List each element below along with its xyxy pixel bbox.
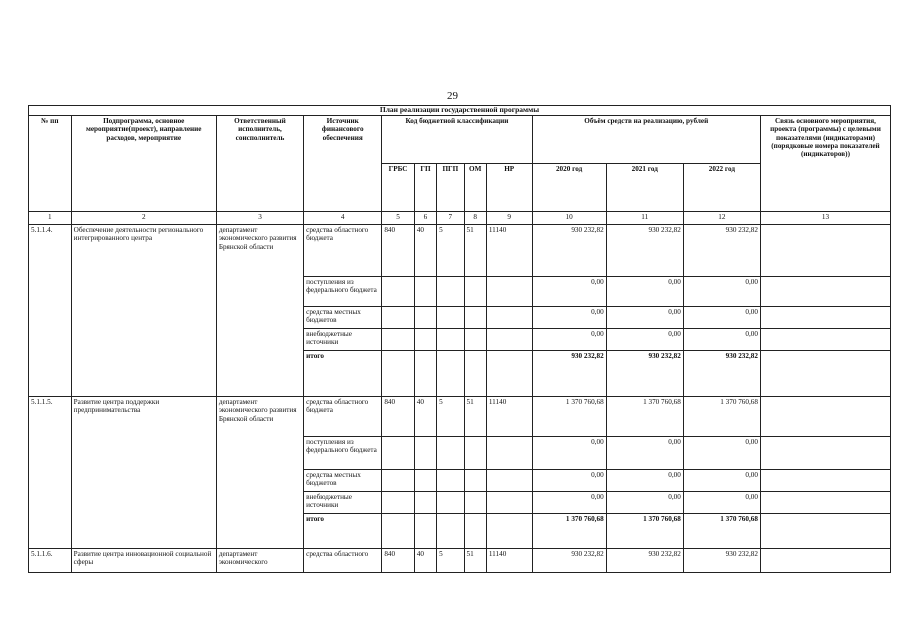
code-nr <box>486 351 532 397</box>
amount-2021: 0,00 <box>606 437 683 470</box>
amount-2021: 0,00 <box>606 470 683 492</box>
indicator-link <box>760 225 890 277</box>
header-gp: ГП <box>414 164 436 212</box>
funding-source: средства местных бюджетов <box>304 307 382 329</box>
amount-2020: 930 232,82 <box>532 225 606 277</box>
plan-table <box>28 105 891 573</box>
code-grbs: 840 <box>382 549 414 573</box>
code-om <box>464 329 486 351</box>
item-executor: департамент экономического развития Брянской области <box>216 225 303 397</box>
funding-source: средства местных бюджетов <box>304 470 382 492</box>
amount-2022: 0,00 <box>683 470 760 492</box>
code-grbs <box>382 329 414 351</box>
code-gp <box>414 329 436 351</box>
code-pgp: 5 <box>437 225 464 277</box>
amount-2022: 1 370 760,68 <box>683 397 760 437</box>
table-title: План реализации государственной программы <box>29 106 891 116</box>
page-number: 29 <box>447 90 458 102</box>
code-nr: 11140 <box>486 549 532 573</box>
item-name: Развитие центра инновационной социальной сферы <box>71 549 216 573</box>
col-number: 10 <box>532 212 606 225</box>
col-number: 11 <box>606 212 683 225</box>
amount-2020: 0,00 <box>532 470 606 492</box>
header-executor: Ответственный исполнитель, соисполнитель <box>216 116 303 212</box>
code-pgp <box>437 470 464 492</box>
code-nr <box>486 277 532 307</box>
code-grbs <box>382 351 414 397</box>
code-grbs <box>382 514 414 549</box>
code-gp: 40 <box>414 397 436 437</box>
amount-2022: 930 232,82 <box>683 351 760 397</box>
code-pgp <box>437 307 464 329</box>
code-gp <box>414 307 436 329</box>
funding-source: итого <box>304 351 382 397</box>
col-number: 4 <box>304 212 382 225</box>
code-om: 51 <box>464 225 486 277</box>
code-nr: 11140 <box>486 225 532 277</box>
indicator-link <box>760 307 890 329</box>
code-om: 51 <box>464 549 486 573</box>
amount-2021: 930 232,82 <box>606 351 683 397</box>
code-om <box>464 351 486 397</box>
code-gp <box>414 514 436 549</box>
table-row <box>29 397 891 437</box>
amount-2021: 930 232,82 <box>606 549 683 573</box>
code-grbs <box>382 470 414 492</box>
code-gp <box>414 470 436 492</box>
col-number: 6 <box>414 212 436 225</box>
item-number: 5.1.1.6. <box>29 549 72 573</box>
code-pgp <box>437 351 464 397</box>
indicator-link <box>760 549 890 573</box>
code-nr <box>486 492 532 514</box>
item-number: 5.1.1.5. <box>29 397 72 549</box>
amount-2022: 0,00 <box>683 277 760 307</box>
indicator-link <box>760 277 890 307</box>
item-number: 5.1.1.4. <box>29 225 72 397</box>
funding-source: внебюджетные источники <box>304 492 382 514</box>
header-grbs: ГРБС <box>382 164 414 212</box>
amount-2020: 0,00 <box>532 437 606 470</box>
code-om <box>464 492 486 514</box>
amount-2021: 0,00 <box>606 329 683 351</box>
amount-2021: 930 232,82 <box>606 225 683 277</box>
amount-2020: 0,00 <box>532 277 606 307</box>
col-number: 13 <box>760 212 890 225</box>
col-number: 5 <box>382 212 414 225</box>
indicator-link <box>760 397 890 437</box>
amount-2022: 0,00 <box>683 492 760 514</box>
header-pgp: ПГП <box>437 164 464 212</box>
code-gp <box>414 351 436 397</box>
amount-2020: 1 370 760,68 <box>532 514 606 549</box>
code-gp: 40 <box>414 549 436 573</box>
code-pgp: 5 <box>437 549 464 573</box>
amount-2022: 0,00 <box>683 329 760 351</box>
amount-2022: 0,00 <box>683 437 760 470</box>
item-executor: департамент экономического развития Брянской области <box>216 397 303 549</box>
col-number: 9 <box>486 212 532 225</box>
header-source: Источник финансового обеспечения <box>304 116 382 212</box>
indicator-link <box>760 351 890 397</box>
funding-source: внебюджетные источники <box>304 329 382 351</box>
amount-2021: 1 370 760,68 <box>606 397 683 437</box>
code-pgp: 5 <box>437 397 464 437</box>
indicator-link <box>760 492 890 514</box>
amount-2020: 930 232,82 <box>532 549 606 573</box>
code-pgp <box>437 514 464 549</box>
header-num: № пп <box>29 116 72 212</box>
col-number: 7 <box>437 212 464 225</box>
item-name: Обеспечение деятельности регионального интегрированного центра <box>71 225 216 397</box>
amount-2020: 0,00 <box>532 329 606 351</box>
funding-source: поступления из федерального бюджета <box>304 277 382 307</box>
amount-2022: 930 232,82 <box>683 549 760 573</box>
indicator-link <box>760 437 890 470</box>
code-grbs: 840 <box>382 397 414 437</box>
code-gp: 40 <box>414 225 436 277</box>
col-number: 1 <box>29 212 72 225</box>
header-2021: 2021 год <box>606 164 683 212</box>
code-om <box>464 277 486 307</box>
amount-2022: 930 232,82 <box>683 225 760 277</box>
header-2020: 2020 год <box>532 164 606 212</box>
col-number: 3 <box>216 212 303 225</box>
code-nr <box>486 437 532 470</box>
funding-source: поступления из федерального бюджета <box>304 437 382 470</box>
col-number: 8 <box>464 212 486 225</box>
code-om <box>464 514 486 549</box>
header-budget-code: Код бюджетной классификации <box>382 116 532 164</box>
indicator-link <box>760 470 890 492</box>
funding-source: средства областного <box>304 549 382 573</box>
code-grbs <box>382 277 414 307</box>
amount-2021: 1 370 760,68 <box>606 514 683 549</box>
indicator-link <box>760 514 890 549</box>
header-2022: 2022 год <box>683 164 760 212</box>
code-om: 51 <box>464 397 486 437</box>
code-grbs <box>382 307 414 329</box>
code-nr: 11140 <box>486 397 532 437</box>
code-pgp <box>437 329 464 351</box>
code-nr <box>486 307 532 329</box>
code-grbs <box>382 492 414 514</box>
amount-2022: 0,00 <box>683 307 760 329</box>
header-subprogram: Подпрограмма, основное мероприятие(проект), направление расходов, мероприятие <box>71 116 216 212</box>
code-om <box>464 437 486 470</box>
code-pgp <box>437 437 464 470</box>
amount-2020: 930 232,82 <box>532 351 606 397</box>
funding-source: итого <box>304 514 382 549</box>
amount-2022: 1 370 760,68 <box>683 514 760 549</box>
code-nr <box>486 329 532 351</box>
code-gp <box>414 437 436 470</box>
column-numbers-row <box>29 212 891 225</box>
code-grbs <box>382 437 414 470</box>
code-gp <box>414 277 436 307</box>
col-number: 2 <box>71 212 216 225</box>
amount-2021: 0,00 <box>606 492 683 514</box>
amount-2020: 1 370 760,68 <box>532 397 606 437</box>
funding-source: средства областного бюджета <box>304 397 382 437</box>
code-pgp <box>437 492 464 514</box>
table-row <box>29 549 891 573</box>
header-nr: НР <box>486 164 532 212</box>
amount-2021: 0,00 <box>606 307 683 329</box>
header-om: ОМ <box>464 164 486 212</box>
item-executor: департамент экономического <box>216 549 303 573</box>
code-pgp <box>437 277 464 307</box>
item-name: Развитие центра поддержки предпринимательства <box>71 397 216 549</box>
funding-source: средства областного бюджета <box>304 225 382 277</box>
code-nr <box>486 514 532 549</box>
col-number: 12 <box>683 212 760 225</box>
code-om <box>464 307 486 329</box>
table-row <box>29 225 891 277</box>
code-grbs: 840 <box>382 225 414 277</box>
amount-2021: 0,00 <box>606 277 683 307</box>
indicator-link <box>760 329 890 351</box>
amount-2020: 0,00 <box>532 307 606 329</box>
header-funds: Объём средств на реализацию, рублей <box>532 116 760 164</box>
code-nr <box>486 470 532 492</box>
code-om <box>464 470 486 492</box>
amount-2020: 0,00 <box>532 492 606 514</box>
header-link: Связь основного мероприятия, проекта (программы) с целевыми показателями (индикаторами) (порядковые номера показателей (индикаторов)) <box>760 116 890 212</box>
code-gp <box>414 492 436 514</box>
